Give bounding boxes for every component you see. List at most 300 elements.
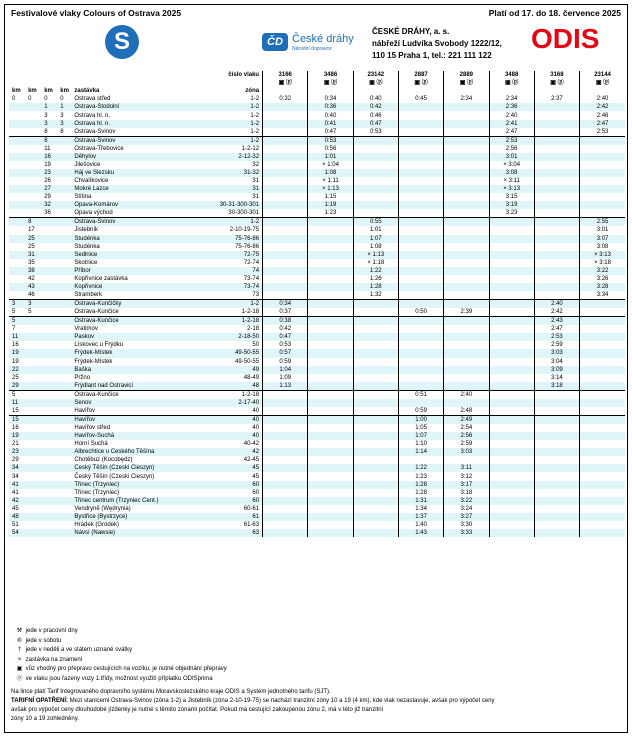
time-cell — [444, 358, 489, 366]
time-cell: 1:01 — [308, 153, 353, 161]
zone-cell: 31 — [192, 177, 262, 185]
table-row — [9, 275, 625, 283]
km-cell — [41, 341, 57, 349]
km-cell — [25, 464, 41, 472]
header-spacer — [9, 79, 263, 87]
stop-name: Opava-Komárov — [73, 201, 192, 209]
time-cell — [353, 481, 398, 489]
time-cell: 0:57 — [263, 349, 308, 357]
time-cell — [580, 390, 625, 399]
time-cell — [489, 464, 534, 472]
km-cell — [41, 440, 57, 448]
time-cell — [398, 169, 443, 177]
km-cell — [25, 489, 41, 497]
table-row — [9, 259, 625, 267]
zone-cell: 31 — [192, 193, 262, 201]
stop-name: Český Těšín (Czeski Cieszyn) — [73, 464, 192, 472]
stop-name: Vendryně (Wędrynia) — [74, 505, 131, 512]
table-row — [9, 317, 625, 326]
carrier-address — [372, 26, 502, 62]
zone-cell: 72-74 — [192, 259, 262, 267]
km-cell — [57, 448, 73, 456]
time-cell — [353, 399, 398, 407]
time-cell — [534, 283, 579, 291]
time-cell: × 3:11 — [489, 177, 534, 185]
time-cell — [580, 456, 625, 464]
time-cell — [444, 399, 489, 407]
table-row — [9, 424, 625, 432]
time-cell — [444, 283, 489, 291]
time-cell — [398, 120, 443, 128]
time-cell — [263, 529, 308, 537]
time-cell — [308, 415, 353, 424]
stop-name: Ostrava hl. n. — [73, 120, 192, 128]
time-cell — [580, 374, 625, 382]
time-cell — [489, 390, 534, 399]
time-cell: 3:18 — [534, 382, 579, 391]
table-row — [9, 374, 625, 382]
train-service-icons: ▣ ⓟ — [398, 79, 443, 87]
km-cell — [25, 366, 41, 374]
time-cell — [534, 275, 579, 283]
time-cell: 3:11 — [444, 464, 489, 472]
time-cell — [398, 333, 443, 341]
km-cell — [57, 251, 73, 259]
time-cell — [444, 267, 489, 275]
table-row — [9, 103, 625, 111]
time-cell — [398, 145, 443, 153]
zone-cell: 1-2-18 — [192, 390, 262, 399]
time-cell — [263, 111, 308, 119]
table-row — [9, 341, 625, 349]
stop-name: Kopřivnice — [73, 283, 192, 291]
km-cell — [25, 317, 41, 326]
km-cell: 3 — [57, 120, 73, 128]
time-cell — [444, 366, 489, 374]
km-cell — [25, 399, 41, 407]
km-cell: 38 — [25, 267, 41, 275]
time-cell — [534, 407, 579, 416]
time-cell — [263, 218, 308, 227]
km-cell — [41, 424, 57, 432]
time-cell: 1:43 — [398, 529, 443, 537]
train-number: 2887 — [398, 71, 443, 79]
zone-cell: 31 — [192, 185, 262, 193]
stop-name: Albrechtice u Českého Těšína — [73, 448, 192, 456]
table-row — [9, 497, 625, 505]
legend-icon: × — [17, 656, 22, 663]
km-header: km — [9, 87, 25, 95]
time-cell: 2:48 — [444, 407, 489, 416]
km-cell — [41, 325, 57, 333]
time-cell — [534, 209, 579, 218]
time-cell: 2:34 — [444, 95, 489, 103]
stop-header: zastávka — [73, 87, 192, 95]
stop-name: Ostrava-Kunčice — [73, 390, 192, 399]
time-cell — [534, 169, 579, 177]
time-cell: 1:23 — [398, 472, 443, 480]
time-cell — [444, 317, 489, 326]
time-cell — [534, 128, 579, 137]
legend-icon: ⓟ — [16, 675, 23, 682]
stop-name: Studénka — [73, 235, 192, 243]
time-cell — [308, 267, 353, 275]
time-cell: 0:47 — [353, 120, 398, 128]
km-cell: 8 — [44, 128, 48, 135]
time-cell — [263, 103, 308, 111]
time-cell — [263, 472, 308, 480]
time-cell — [398, 366, 443, 374]
time-cell — [534, 448, 579, 456]
time-cell: 1:37 — [398, 513, 443, 521]
time-cell: 3:23 — [489, 209, 534, 218]
km-cell — [57, 333, 73, 341]
time-cell — [489, 513, 534, 521]
time-cell — [534, 399, 579, 407]
km-cell — [57, 497, 73, 505]
km-cell — [9, 136, 25, 145]
time-cell — [489, 432, 534, 440]
time-cell — [308, 505, 353, 513]
time-cell — [263, 185, 308, 193]
stop-name: Ostrava-Svinov — [73, 136, 192, 145]
time-cell: 2:40 — [534, 300, 579, 309]
stop-name: Český Těšín (Czeski Cieszyn) — [74, 473, 155, 480]
time-cell — [444, 177, 489, 185]
carrier-street: nábřeží Ludvíka Svobody 1222/12, — [372, 39, 502, 48]
table-row — [9, 448, 625, 456]
time-cell — [489, 308, 534, 317]
km-cell — [9, 111, 25, 119]
km-cell — [25, 103, 41, 111]
time-cell: × 3:18 — [580, 259, 625, 267]
time-cell — [489, 456, 534, 464]
km-cell: 5 — [9, 317, 25, 326]
km-cell — [57, 382, 73, 391]
time-cell — [580, 424, 625, 432]
time-cell — [353, 161, 398, 169]
stop-name: Ostrava-Stodolní — [73, 103, 192, 111]
time-cell — [580, 333, 625, 341]
time-cell: 2:36 — [489, 103, 534, 111]
km-cell: 42 — [9, 497, 25, 505]
time-cell — [534, 145, 579, 153]
table-row — [9, 120, 625, 128]
time-cell — [308, 291, 353, 300]
time-cell: 3:01 — [489, 153, 534, 161]
time-cell — [534, 111, 579, 119]
km-cell — [57, 513, 73, 521]
time-cell — [444, 374, 489, 382]
legend-text: jede v pracovní dny — [25, 628, 78, 634]
time-cell: 0:34 — [308, 95, 353, 103]
km-cell — [25, 169, 41, 177]
time-cell — [308, 440, 353, 448]
km-cell — [57, 169, 73, 177]
stop-name: Horní Suchá — [74, 441, 108, 448]
time-cell: 0:47 — [263, 333, 308, 341]
stop-name: Baška — [73, 366, 192, 374]
time-cell — [263, 390, 308, 399]
km-cell — [9, 201, 25, 209]
km-cell — [41, 497, 57, 505]
km-cell — [41, 259, 57, 267]
km-cell: 41 — [12, 489, 19, 496]
km-cell — [57, 472, 73, 480]
time-cell: 0:50 — [398, 308, 443, 317]
km-cell: 5 — [12, 309, 16, 316]
km-cell — [41, 366, 57, 374]
time-cell: 1:08 — [353, 243, 398, 251]
zone-cell: 60 — [192, 489, 262, 497]
km-cell: 29 — [44, 194, 51, 201]
time-cell — [308, 407, 353, 416]
zone-cell: 49 — [192, 366, 262, 374]
time-cell — [580, 472, 625, 480]
time-cell — [489, 374, 534, 382]
km-cell — [25, 333, 41, 341]
time-cell — [353, 374, 398, 382]
legend-item — [15, 675, 227, 685]
time-cell: 1:19 — [308, 201, 353, 209]
km-cell — [41, 489, 57, 497]
time-cell — [444, 153, 489, 161]
time-cell — [489, 235, 534, 243]
table-row — [9, 218, 625, 227]
km-cell: 21 — [12, 441, 19, 448]
time-cell — [263, 259, 308, 267]
time-cell: 3:04 — [534, 358, 579, 366]
time-cell — [398, 243, 443, 251]
time-cell: 1:07 — [353, 235, 398, 243]
stop-name: Lískovec u Frýdku — [74, 342, 124, 349]
time-cell — [444, 243, 489, 251]
time-cell — [308, 481, 353, 489]
km-cell — [25, 472, 41, 480]
km-cell: 0 — [28, 96, 32, 103]
time-cell — [308, 235, 353, 243]
zone-cell: 1-2-18 — [192, 308, 262, 317]
time-cell — [308, 243, 353, 251]
time-cell: 3:03 — [534, 349, 579, 357]
time-cell — [489, 529, 534, 537]
time-cell — [398, 209, 443, 218]
timetable-page — [4, 4, 628, 733]
table-row — [9, 111, 625, 119]
time-cell — [353, 472, 398, 480]
train-number: 3168 — [534, 71, 579, 79]
title-bar — [5, 5, 627, 21]
time-cell — [489, 333, 534, 341]
time-cell: 1:32 — [353, 291, 398, 300]
time-cell — [308, 456, 353, 464]
stop-name: Děhylov — [73, 153, 192, 161]
km-cell — [25, 415, 41, 424]
time-cell — [580, 464, 625, 472]
km-cell — [57, 374, 73, 382]
table-row — [9, 399, 625, 407]
time-cell — [398, 111, 443, 119]
time-cell — [580, 440, 625, 448]
km-cell — [9, 291, 25, 300]
time-cell: 3:17 — [444, 481, 489, 489]
km-cell: 11 — [9, 399, 25, 407]
legend-text: ve vlaku jsou řazeny vozy 1.třídy, možnost využití příplatku ODISprima — [25, 675, 213, 682]
zone-cell: 40 — [192, 415, 262, 424]
km-cell: 25 — [28, 243, 35, 250]
km-cell — [57, 341, 73, 349]
km-cell — [25, 120, 41, 128]
stop-name: Paskov — [73, 333, 192, 341]
time-cell — [444, 382, 489, 391]
time-cell — [398, 161, 443, 169]
time-cell: × 1:18 — [353, 259, 398, 267]
km-cell — [41, 275, 57, 283]
time-cell — [444, 325, 489, 333]
time-cell — [580, 308, 625, 317]
time-cell — [353, 513, 398, 521]
time-cell — [353, 521, 398, 529]
time-cell: 1:22 — [353, 267, 398, 275]
time-cell — [580, 382, 625, 391]
time-cell — [263, 440, 308, 448]
table-row — [9, 464, 625, 472]
zone-cell: 60 — [192, 497, 262, 505]
km-cell — [25, 382, 41, 391]
time-cell: 0:42 — [263, 325, 308, 333]
time-cell — [353, 497, 398, 505]
km-cell — [25, 325, 41, 333]
km-cell: 17 — [28, 227, 35, 234]
time-cell — [263, 481, 308, 489]
km-cell — [25, 513, 41, 521]
time-cell — [398, 300, 443, 309]
time-cell — [489, 440, 534, 448]
time-cell: 1:40 — [398, 521, 443, 529]
km-header: km — [25, 87, 41, 95]
km-cell: 41 — [9, 481, 25, 489]
zone-cell: 60 — [192, 481, 262, 489]
km-cell: 7 — [12, 326, 16, 333]
time-cell: 3:07 — [580, 235, 625, 243]
km-cell — [25, 185, 41, 193]
time-cell: 3:08 — [489, 169, 534, 177]
km-cell — [41, 235, 57, 243]
zone-cell: 48-49 — [192, 374, 262, 382]
table-row — [9, 456, 625, 464]
km-cell — [57, 275, 73, 283]
time-cell — [263, 513, 308, 521]
time-cell — [308, 226, 353, 234]
km-cell — [41, 243, 57, 251]
time-cell: 2:53 — [489, 136, 534, 145]
km-cell — [41, 349, 57, 357]
table-row — [9, 407, 625, 416]
time-header — [534, 87, 579, 95]
zone-cell: 60-61 — [192, 505, 262, 513]
time-cell — [489, 259, 534, 267]
table-row — [9, 201, 625, 209]
time-cell: 1:26 — [353, 275, 398, 283]
time-cell: 2:47 — [580, 120, 625, 128]
time-cell — [398, 193, 443, 201]
time-cell: 2:41 — [489, 120, 534, 128]
time-cell — [353, 317, 398, 326]
km-cell: 25 — [25, 235, 41, 243]
time-cell — [444, 120, 489, 128]
time-cell — [580, 193, 625, 201]
km-cell — [9, 259, 25, 267]
km-cell — [9, 145, 25, 153]
stop-name: Jistebník — [74, 227, 99, 234]
km-cell: 23 — [9, 448, 25, 456]
km-cell — [25, 111, 41, 119]
time-cell: × 3:13 — [580, 251, 625, 259]
time-cell: 1:23 — [308, 209, 353, 218]
stop-name: Chotěbuz (Kocobędz) — [74, 457, 133, 464]
stop-name: Třinec centrum (Trzyniec Cent.) — [73, 497, 192, 505]
time-cell — [398, 317, 443, 326]
km-cell — [41, 472, 57, 480]
time-cell — [353, 505, 398, 513]
time-header — [398, 87, 443, 95]
table-row — [9, 209, 625, 218]
time-cell: 3:34 — [580, 291, 625, 300]
time-cell — [489, 399, 534, 407]
km-header: km — [41, 87, 57, 95]
time-cell — [580, 145, 625, 153]
time-cell: 1:15 — [308, 193, 353, 201]
time-cell — [263, 251, 308, 259]
time-header — [263, 87, 308, 95]
train-number: 3166 — [263, 71, 308, 79]
time-cell — [444, 226, 489, 234]
stop-name: Vratimov — [74, 326, 98, 333]
time-cell: 2:56 — [444, 432, 489, 440]
time-cell — [444, 185, 489, 193]
km-cell — [57, 161, 73, 169]
time-cell — [263, 497, 308, 505]
time-cell — [489, 489, 534, 497]
time-cell — [489, 275, 534, 283]
time-cell — [353, 456, 398, 464]
time-cell — [353, 415, 398, 424]
km-cell — [25, 390, 41, 399]
time-cell — [580, 415, 625, 424]
table-row — [9, 267, 625, 275]
footer-line-4: zóny 10 a 19 zohledněny. — [11, 716, 79, 722]
km-cell — [57, 267, 73, 275]
stop-name: Kopřivnice zastávka — [74, 276, 128, 283]
km-cell: 0 — [12, 96, 16, 103]
km-cell — [9, 235, 25, 243]
time-cell: 2:55 — [580, 218, 625, 227]
zone-cell: 1-2 — [192, 136, 262, 145]
km-cell: 31 — [25, 251, 41, 259]
km-cell — [25, 358, 41, 366]
time-cell — [534, 291, 579, 300]
km-cell — [25, 341, 41, 349]
time-cell — [534, 267, 579, 275]
table-row — [9, 300, 625, 309]
time-cell: 3:33 — [444, 529, 489, 537]
km-cell: 0 — [60, 96, 64, 103]
km-cell — [57, 366, 73, 374]
time-cell — [580, 399, 625, 407]
time-cell — [489, 317, 534, 326]
time-cell — [580, 521, 625, 529]
time-cell: 1:14 — [398, 448, 443, 456]
